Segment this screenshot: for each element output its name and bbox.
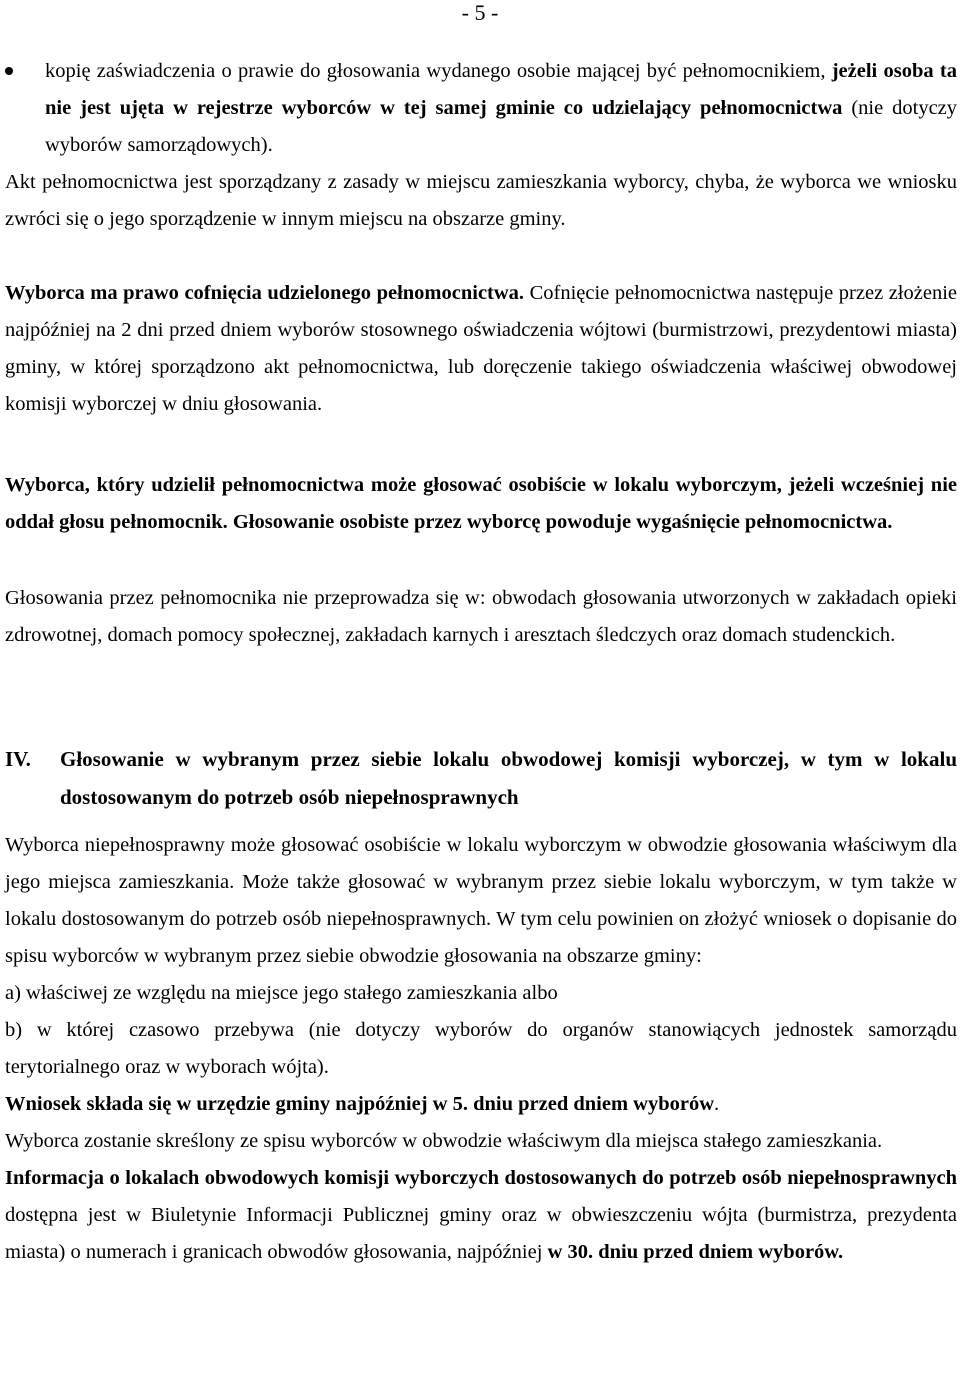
paragraph-nieprzeprowadza [5,580,957,654]
bullet-bold-part: jeżeli osoba ta nie jest ujęta w rejestrze wyborców w tej samej gminie co udzielający pełnomocnictwa [45,60,957,119]
bullet-icon [5,67,13,75]
section-number: IV. [5,747,31,771]
section-title: Głosowanie w wybranym przez siebie lokalu obwodowej komisji wyborczej, w tym w lokalu dostosowanym do potrzeb osób niepełnosprawnych [60,747,957,809]
bullet-text-part: kopię zaświadczenia o prawie do głosowania wydanego osobie mającej być pełnomocnikiem, [45,60,832,82]
page-number: - 5 - [461,0,499,25]
bullet-text [45,53,957,164]
paragraph-akt [5,164,957,238]
paragraph-bold: w 30. dniu przed dniem wyborów. [547,1241,844,1263]
paragraph-text: dostępna jest w Biuletynie Informacji Publicznej gminy oraz w obwieszczeniu wójta (burmistrza, prezydenta miasta) o numerach i granicach obwodów głosowania, najpóźniej [5,1204,957,1263]
paragraph-bold: Wniosek składa się w urzędzie gminy najpóźniej w 5. dniu przed dniem wyborów [5,1093,715,1115]
paragraph-skreslony: Wyborca zostanie skreślony ze spisu wyborców w obwodzie właściwym dla miejsca stałego zamieszkania. [5,1130,883,1152]
paragraph-bold: Wyborca ma prawo cofnięcia udzielonego pełnomocnictwa. [5,282,525,304]
paragraph-niepelnosprawny [5,827,957,1271]
paragraph-osobiscie [5,467,957,541]
list-item-a: a) właściwej ze względu na miejsce jego stałego zamieszkania albo [5,982,558,1004]
paragraph-text: Akt pełnomocnictwa jest sporządzany z zasady w miejscu zamieszkania wyborcy, chyba, że wyborca we wniosku zwróci się o jego sporządzenie w innym miejscu na obszarze gminy. [5,171,957,230]
paragraph-text: Głosowania przez pełnomocnika nie przeprowadza się w: obwodach głosowania utworzonych w zakładach opieki zdrowotnej, domach pomocy społecznej, zakładach karnych i aresztach śledczych oraz domach studenckich. [5,587,957,646]
paragraph-text: Wyborca niepełnosprawny może głosować osobiście w lokalu wyborczym w obwodzie głosowania właściwym dla jego miejsca zamieszkania. Może także głosować w wybranym przez siebie lokalu wyborczym, w tym także w lokalu dostosowanym do potrzeb osób niepełnosprawnych. W tym celu powinien on złożyć wniosek o dopisanie do spisu wyborców w wybranym przez siebie obwodzie głosowania na obszarze gminy: [5,834,957,967]
bullet-text-part: (nie dotyczy wyborów samorządowych). [45,97,958,156]
paragraph-text: . [714,1093,720,1115]
paragraph-bold: Informacja o lokalach obwodowych komisji wyborczych dostosowanych do potrzeb osób niepełnosprawnych [5,1167,957,1189]
paragraph-cofniecie [5,275,957,423]
list-item-b: b) w której czasowo przebywa (nie dotyczy wyborów do organów stanowiących jednostek samorządu terytorialnego oraz w wyborach wójta). [5,1019,957,1078]
paragraph-text: Cofnięcie pełnomocnictwa następuje przez złożenie najpóźniej na 2 dni przed dniem wyborów stosownego oświadczenia wójtowi (burmistrzowi, prezydentowi miasta) gminy, w której sporządzono akt pełnomocnictwa, lub doręczenie takiego oświadczenia właściwej obwodowej komisji wyborczej w dniu głosowania. [5,282,957,415]
paragraph-bold: Wyborca, który udzielił pełnomocnictwa może głosować osobiście w lokalu wyborczym, jeżeli wcześniej nie oddał głosu pełnomocnik. Głosowanie osobiste przez wyborcę powoduje wygaśnięcie pełnomocnictwa. [5,474,957,533]
